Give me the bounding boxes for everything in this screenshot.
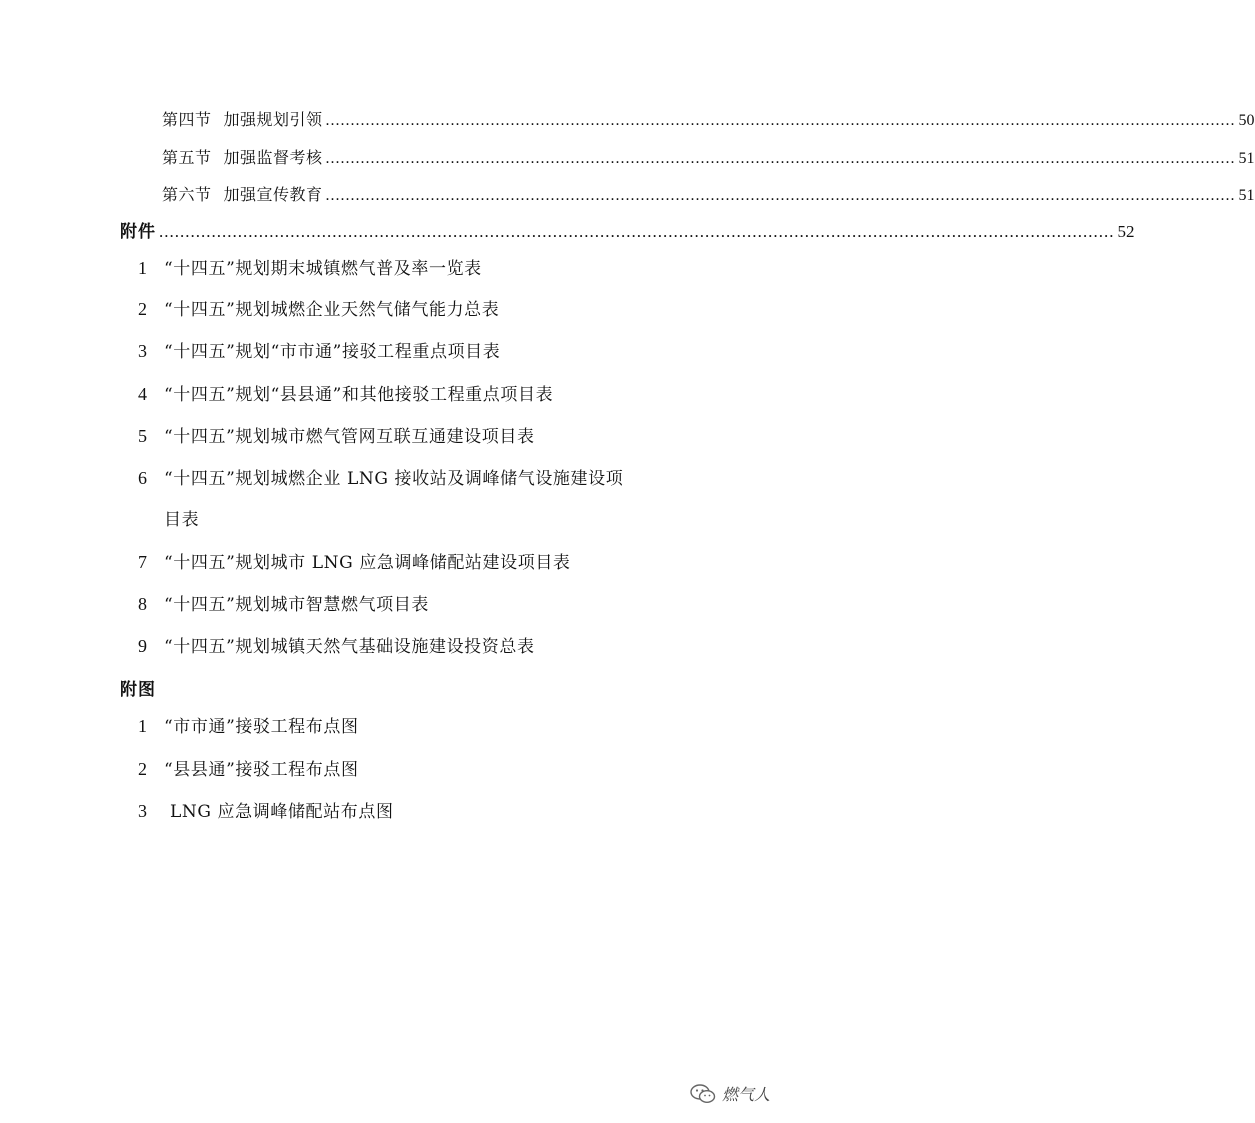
toc-leader-dots: ...................................................................................................................................................................................... (325, 112, 1236, 129)
toc-section-label: 第五节 (162, 148, 212, 167)
toc-section-title: 加强宣传教育 (223, 185, 323, 204)
toc-leader-dots: ...................................................................................................................................................................................... (159, 222, 1115, 241)
item-number: 6 (138, 468, 147, 488)
item-text: “十四五”规划城市燃气管网互联互通建设项目表 (164, 427, 535, 447)
item-text: “十四五”规划城市 LNG 应急调峰储配站建设项目表 (164, 553, 571, 573)
attachment-item (138, 384, 698, 405)
item-number: 4 (138, 384, 147, 404)
attachment-item (138, 299, 698, 320)
item-number: 2 (138, 759, 147, 779)
item-number: 1 (138, 258, 147, 278)
item-text: “十四五”规划城燃企业 LNG 接收站及调峰储气设施建设项 (164, 469, 624, 489)
item-text: “县县通”接驳工程布点图 (164, 760, 359, 780)
toc-attachments-title: 附件 (120, 222, 156, 242)
attachment-item (138, 594, 698, 615)
toc-page-number: 51 (1238, 150, 1255, 167)
toc-page-number: 50 (1238, 112, 1255, 129)
item-number: 8 (138, 594, 147, 614)
watermark (690, 1082, 770, 1105)
watermark-text: 燃气人 (721, 1085, 770, 1104)
attachment-item (138, 341, 698, 362)
attachment-item (138, 468, 698, 489)
item-text: “十四五”规划城镇天然气基础设施建设投资总表 (164, 637, 535, 657)
item-text: “十四五”规划期末城镇燃气普及率一览表 (164, 259, 482, 279)
item-text: “十四五”规划“市市通”接驳工程重点项目表 (164, 342, 501, 362)
toc-page-number: 52 (1117, 222, 1135, 241)
toc-leader-dots: ...................................................................................................................................................................................... (325, 187, 1236, 204)
toc-entry-section-5[interactable] (162, 148, 1255, 169)
attachment-item (138, 552, 698, 573)
figures-heading: 附图 (120, 680, 156, 700)
toc-section-title: 加强规划引领 (223, 110, 323, 129)
toc-entry-section-4[interactable] (162, 110, 1255, 131)
item-number: 3 (138, 341, 147, 361)
item-number: 7 (138, 552, 147, 572)
item-text: “十四五”规划城市智慧燃气项目表 (164, 595, 429, 615)
figure-item (138, 759, 698, 780)
toc-section-label: 第六节 (162, 185, 212, 204)
item-number: 2 (138, 299, 147, 319)
toc-leader-dots: ...................................................................................................................................................................................... (325, 150, 1236, 167)
item-number: 5 (138, 426, 147, 446)
toc-entry-section-6[interactable] (162, 185, 1255, 206)
attachment-item (138, 258, 698, 279)
item-text: “十四五”规划“县县通”和其他接驳工程重点项目表 (164, 385, 554, 405)
attachment-item-continuation: 目表 (164, 510, 200, 530)
toc-section-title: 加强监督考核 (223, 148, 323, 167)
item-text: “市市通”接驳工程布点图 (164, 717, 359, 737)
wechat-logo-icon (690, 1084, 716, 1104)
toc-section-label: 第四节 (162, 110, 212, 129)
item-number: 1 (138, 716, 147, 736)
figure-item (138, 801, 698, 822)
attachment-item (138, 636, 698, 657)
toc-page-number: 51 (1238, 187, 1255, 204)
item-text: “十四五”规划城燃企业天然气储气能力总表 (164, 300, 500, 320)
item-number: 9 (138, 636, 147, 656)
toc-entry-attachments[interactable] (120, 222, 1135, 242)
figure-item (138, 716, 698, 737)
item-text: LNG 应急调峰储配站布点图 (164, 802, 394, 822)
attachment-item (138, 426, 698, 447)
item-number: 3 (138, 801, 147, 821)
